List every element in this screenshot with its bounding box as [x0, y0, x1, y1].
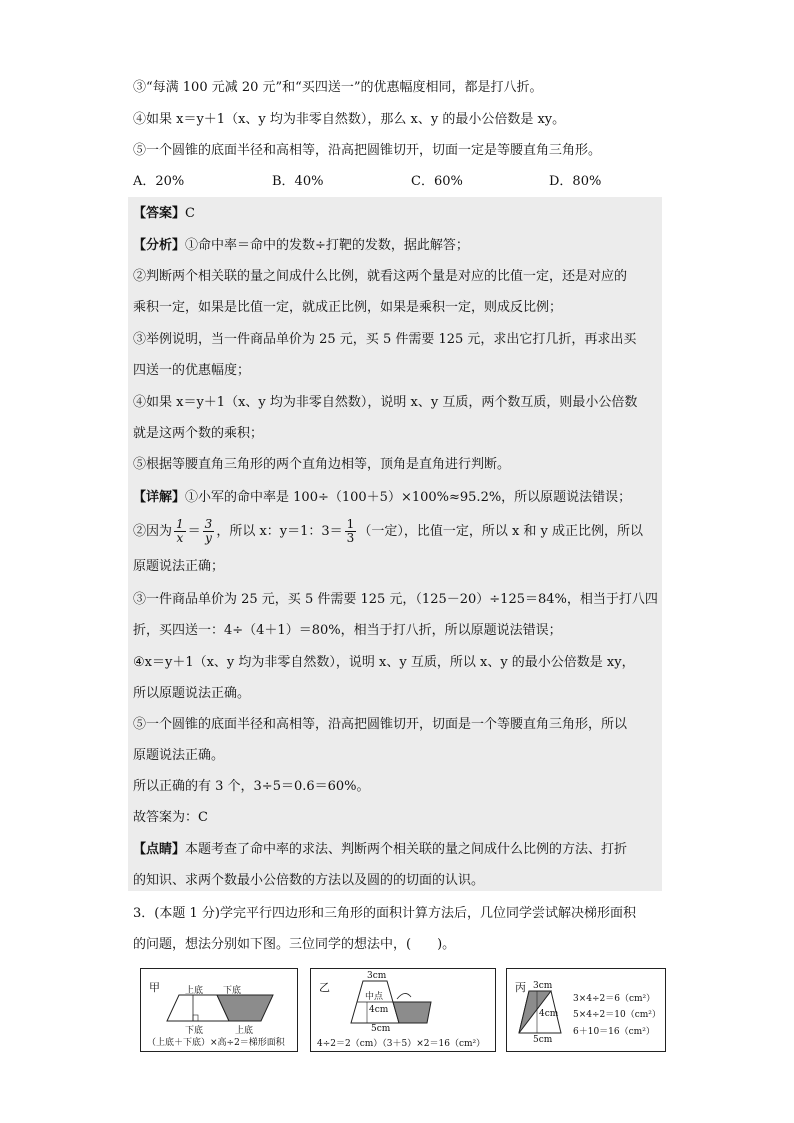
- answer-line: [133, 204, 195, 224]
- frac-numerator: 1: [176, 517, 184, 531]
- frac-denominator: 3: [346, 531, 355, 545]
- detail-suffix: （一定），比值一定，所以 x 和 y 成正比例，所以: [358, 524, 644, 539]
- analysis-line-4: ③举例说明，当一件商品单价为 25 元，买 5 件需要 125 元，求出它打几折，再求出买: [133, 332, 637, 347]
- area-formula: （上底＋下底）×高÷2＝梯形面积: [147, 1038, 285, 1048]
- frac-numerator: 1: [346, 517, 355, 531]
- detail-line-7: 所以原题说法正确。: [133, 686, 251, 701]
- label-bottom: 5cm: [533, 1035, 553, 1045]
- analysis-line-3: 乘积一定，如果是比值一定，就成正比例，如果是乘积一定，则成反比例；: [133, 300, 563, 315]
- detail-line-1: [133, 488, 631, 508]
- question-3-line-2: 的问题，想法分别如下图。三位同学的想法中，( )。: [133, 937, 456, 952]
- analysis-label: 【分析】: [133, 238, 186, 253]
- detail-line-10: 所以正确的有 3 个，3÷5＝0.6＝60%。: [133, 779, 370, 794]
- label-midpoint: 中点: [365, 992, 384, 1002]
- frac-denominator: y: [205, 531, 212, 545]
- label-top: 3cm: [533, 981, 553, 991]
- option-b: B．40%: [272, 174, 324, 189]
- analysis-line-8: ⑤根据等腰直角三角形的两个直角边相等，顶角是直角进行判断。: [133, 457, 511, 472]
- detail-line-3: 原题说法正确；: [133, 559, 225, 574]
- option-a: A．20%: [133, 174, 185, 189]
- label-top-left: 上底: [185, 986, 204, 996]
- analysis-line-7: 就是这两个数的乘积；: [133, 426, 264, 441]
- detail-line-4: ③一件商品单价为 25 元，买 5 件需要 125 元，（125－20）÷125＝84%，相当于打八四: [133, 592, 658, 607]
- label-height: 4cm: [539, 1009, 559, 1019]
- statement-5: ⑤一个圆锥的底面半径和高相等，沿高把圆锥切开，切面一定是等腰直角三角形。: [133, 143, 602, 158]
- frac-numerator: 3: [204, 517, 213, 531]
- figure-tag: 乙: [319, 981, 330, 994]
- label-bottom-left: 下底: [185, 1026, 204, 1036]
- detail-label: 【详解】: [133, 490, 186, 505]
- option-c: C．60%: [411, 174, 463, 189]
- area-calc-2: 5×4÷2＝10（cm²）: [573, 1010, 661, 1020]
- analysis-line-1: [133, 236, 469, 256]
- figure-tag: 丙: [515, 981, 526, 994]
- comment-text-1: 本题考查了命中率的求法、判断两个相关联的量之间成什么比例的方法、打折: [185, 842, 628, 857]
- analysis-line-5: 四送一的优惠幅度；: [133, 363, 251, 378]
- figure-jia: [140, 968, 298, 1052]
- area-calc-3: 6＋10＝16（cm²）: [573, 1027, 655, 1037]
- detail-mid: ，所以 x：y＝1：3＝: [216, 524, 343, 539]
- label-top-right: 下底: [223, 986, 242, 996]
- detail-line-9: 原题说法正确。: [133, 748, 225, 763]
- detail-line-8: ⑤一个圆锥的底面半径和高相等，沿高把圆锥切开，切面是一个等腰直角三角形，所以: [133, 717, 628, 732]
- figure-yi: [310, 968, 496, 1052]
- option-d: D．80%: [549, 174, 602, 189]
- comment-line-1: [133, 840, 627, 860]
- figure-bing: [506, 968, 666, 1052]
- question-3-line-1: 3．(本题 1 分)学完平行四边形和三角形的面积计算方法后，几位同学尝试解决梯形面积: [133, 906, 636, 921]
- answer-value: C: [185, 206, 195, 221]
- label-bottom-right: 上底: [235, 1026, 254, 1036]
- analysis-line-2: ②判断两个相关联的量之间成什么比例，就看这两个量是对应的比值一定，还是对应的: [133, 269, 628, 284]
- frac-denominator: x: [176, 531, 184, 545]
- detail-line-11: 故答案为：C: [133, 810, 208, 825]
- answer-label: 【答案】: [133, 206, 186, 221]
- detail-line-2: [133, 517, 643, 547]
- analysis-line-6: ④如果 x＝y＋1（x、y 均为非零自然数），说明 x、y 互质，两个数互质，则最小公倍数: [133, 395, 638, 410]
- equals-sign: ＝: [187, 524, 201, 539]
- detail-line-5: 折，买四送一：4÷（4＋1）＝80%，相当于打八折，所以原题说法错误；: [133, 623, 562, 638]
- analysis-text-1: ①命中率＝命中的发数÷打靶的发数，据此解答；: [185, 238, 469, 253]
- comment-label: 【点睛】: [133, 842, 186, 857]
- area-calc: 4÷2＝2（cm）（3＋5）×2＝16（cm²）: [317, 1039, 486, 1049]
- detail-line-6: ④x＝y＋1（x、y 均为非零自然数），说明 x、y 互质，所以 x、y 的最小公倍数是 xy，: [133, 655, 635, 670]
- fraction-3-over-y: [203, 518, 215, 545]
- label-bottom: 5cm: [371, 1024, 391, 1034]
- fraction-1-over-3: [345, 518, 357, 545]
- statement-3: ③“每满 100 元减 20 元”和“买四送一”的优惠幅度相同，都是打八折。: [133, 80, 543, 95]
- label-height: 4cm: [369, 1005, 389, 1015]
- label-top: 3cm: [367, 971, 387, 981]
- statement-4: ④如果 x＝y＋1（x、y 均为非零自然数），那么 x、y 的最小公倍数是 xy。: [133, 112, 566, 127]
- area-calc-1: 3×4÷2＝6（cm²）: [573, 994, 656, 1004]
- fraction-1-over-x: [174, 518, 186, 545]
- comment-line-2: 的知识、求两个数最小公倍数的方法以及圆的的切面的认识。: [133, 873, 485, 888]
- detail-text-1: ①小军的命中率是 100÷（100＋5）×100%≈95.2%，所以原题说法错误；: [185, 490, 632, 505]
- detail-prefix: ②因为: [133, 524, 173, 539]
- figure-tag: 甲: [149, 981, 160, 994]
